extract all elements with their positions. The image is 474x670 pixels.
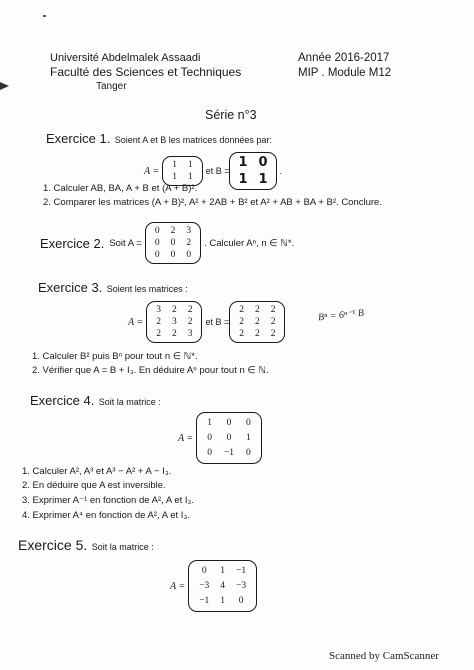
exercise-3-matrix-B: 2 2 2 2 2 2 2 2 2	[229, 301, 285, 343]
exercise-3-heading	[38, 279, 188, 297]
exercise-4-item-3: 3. Exprimer A⁻¹ en fonction de A², A et I₃.	[22, 495, 195, 506]
exercise-4-item-2: 2. En déduire que A est inversible.	[22, 480, 166, 491]
city-name: Tanger	[96, 81, 127, 92]
exercise-1-intro: Soient A et B les matrices données par:	[114, 135, 272, 145]
university-name: Université Abdelmalek Assaadi	[50, 52, 201, 64]
exercise-5-heading	[18, 537, 154, 555]
exercise-2-task: . Calculer Aⁿ, n ∈ ℕ*.	[204, 237, 295, 249]
exercise-4-intro: Soit la matrice :	[98, 397, 161, 407]
exercise-5-intro: Soit la matrice :	[91, 542, 154, 552]
exercise-4-heading	[30, 392, 161, 410]
exercise-1-title: Exercice 1.	[46, 131, 111, 146]
exercise-4-item-4: 4. Exprimer A⁴ en fonction de A², A et I₃.	[22, 510, 190, 521]
exercise-4-item-1: 1. Calculer A², A³ et A³ − A² + A − I₃.	[22, 466, 172, 477]
exercise-4-matrix-A: 1 0 0 0 0 1 0 −1 0	[196, 412, 262, 464]
module-name: MIP . Module M12	[298, 67, 392, 79]
scanner-watermark: Scanned by CamScanner	[329, 650, 439, 662]
academic-year: Année 2016-2017	[298, 52, 390, 64]
exercise-3-title: Exercice 3.	[38, 280, 103, 295]
exercise-2-matrix-A: 0 2 3 0 0 2 0 0 0	[145, 222, 201, 264]
exercise-1-item-2: 2. Comparer les matrices (A + B)², A² + 2AB + B² et A² + AB + BA + B². Conclure.	[43, 197, 382, 208]
exercise-3-matrices: A = 3 2 2 2 3 2 2 2 3 et B = 2 2 2 2 2 2 2 2 2	[128, 301, 285, 343]
exercise-3-item-1: 1. Calculer B² puis Bⁿ pour tout n ∈ ℕ*.	[32, 351, 198, 362]
exercise-3-item-2: 2. Vérifier que A = B + I₃. En déduire Aⁿ pour tout n ∈ ℕ.	[32, 365, 269, 376]
exercise-3-intro: Soient les matrices :	[106, 284, 188, 294]
scan-speck	[43, 15, 46, 17]
et-B-label: et B =	[205, 166, 230, 176]
exercise-1-matrix-A: A = 1 1 1 1 et B = 1 0 1 1 .	[144, 152, 282, 190]
faculty-name: Faculté des Sciences et Techniques	[50, 65, 242, 79]
exercise-5-title: Exercice 5.	[18, 537, 88, 553]
handwritten-note: Bⁿ = 6ⁿ⁻¹ B	[317, 307, 365, 324]
exercise-5-matrix-A: 0 1 −1 −3 4 −3 −1 1 0	[188, 560, 257, 612]
exercise-4-title: Exercice 4.	[30, 393, 95, 408]
exercise-3-matrix-A: 3 2 2 2 3 2 2 2 3	[146, 301, 202, 343]
et-B-label: et B =	[205, 317, 230, 327]
exercise-4-matrix: A = 1 0 0 0 0 1 0 −1 0	[178, 412, 262, 464]
matrix-A-entries: 1 1 1 1	[162, 156, 203, 186]
exercise-1-item-1: 1. Calculer AB, BA, A + B et (A + B)².	[43, 183, 198, 194]
exercise-1-heading	[46, 130, 272, 148]
exercise-2-intro: Soit A =	[109, 237, 142, 249]
exercise-2-row	[40, 222, 294, 264]
matrix-B-entries: 1 0 1 1	[229, 152, 276, 190]
scan-margin-mark	[0, 82, 10, 91]
exercise-5-matrix: A = 0 1 −1 −3 4 −3 −1 1 0	[170, 560, 257, 612]
serie-title: Série n°3	[205, 108, 257, 122]
exercise-2-title: Exercice 2.	[40, 235, 105, 251]
